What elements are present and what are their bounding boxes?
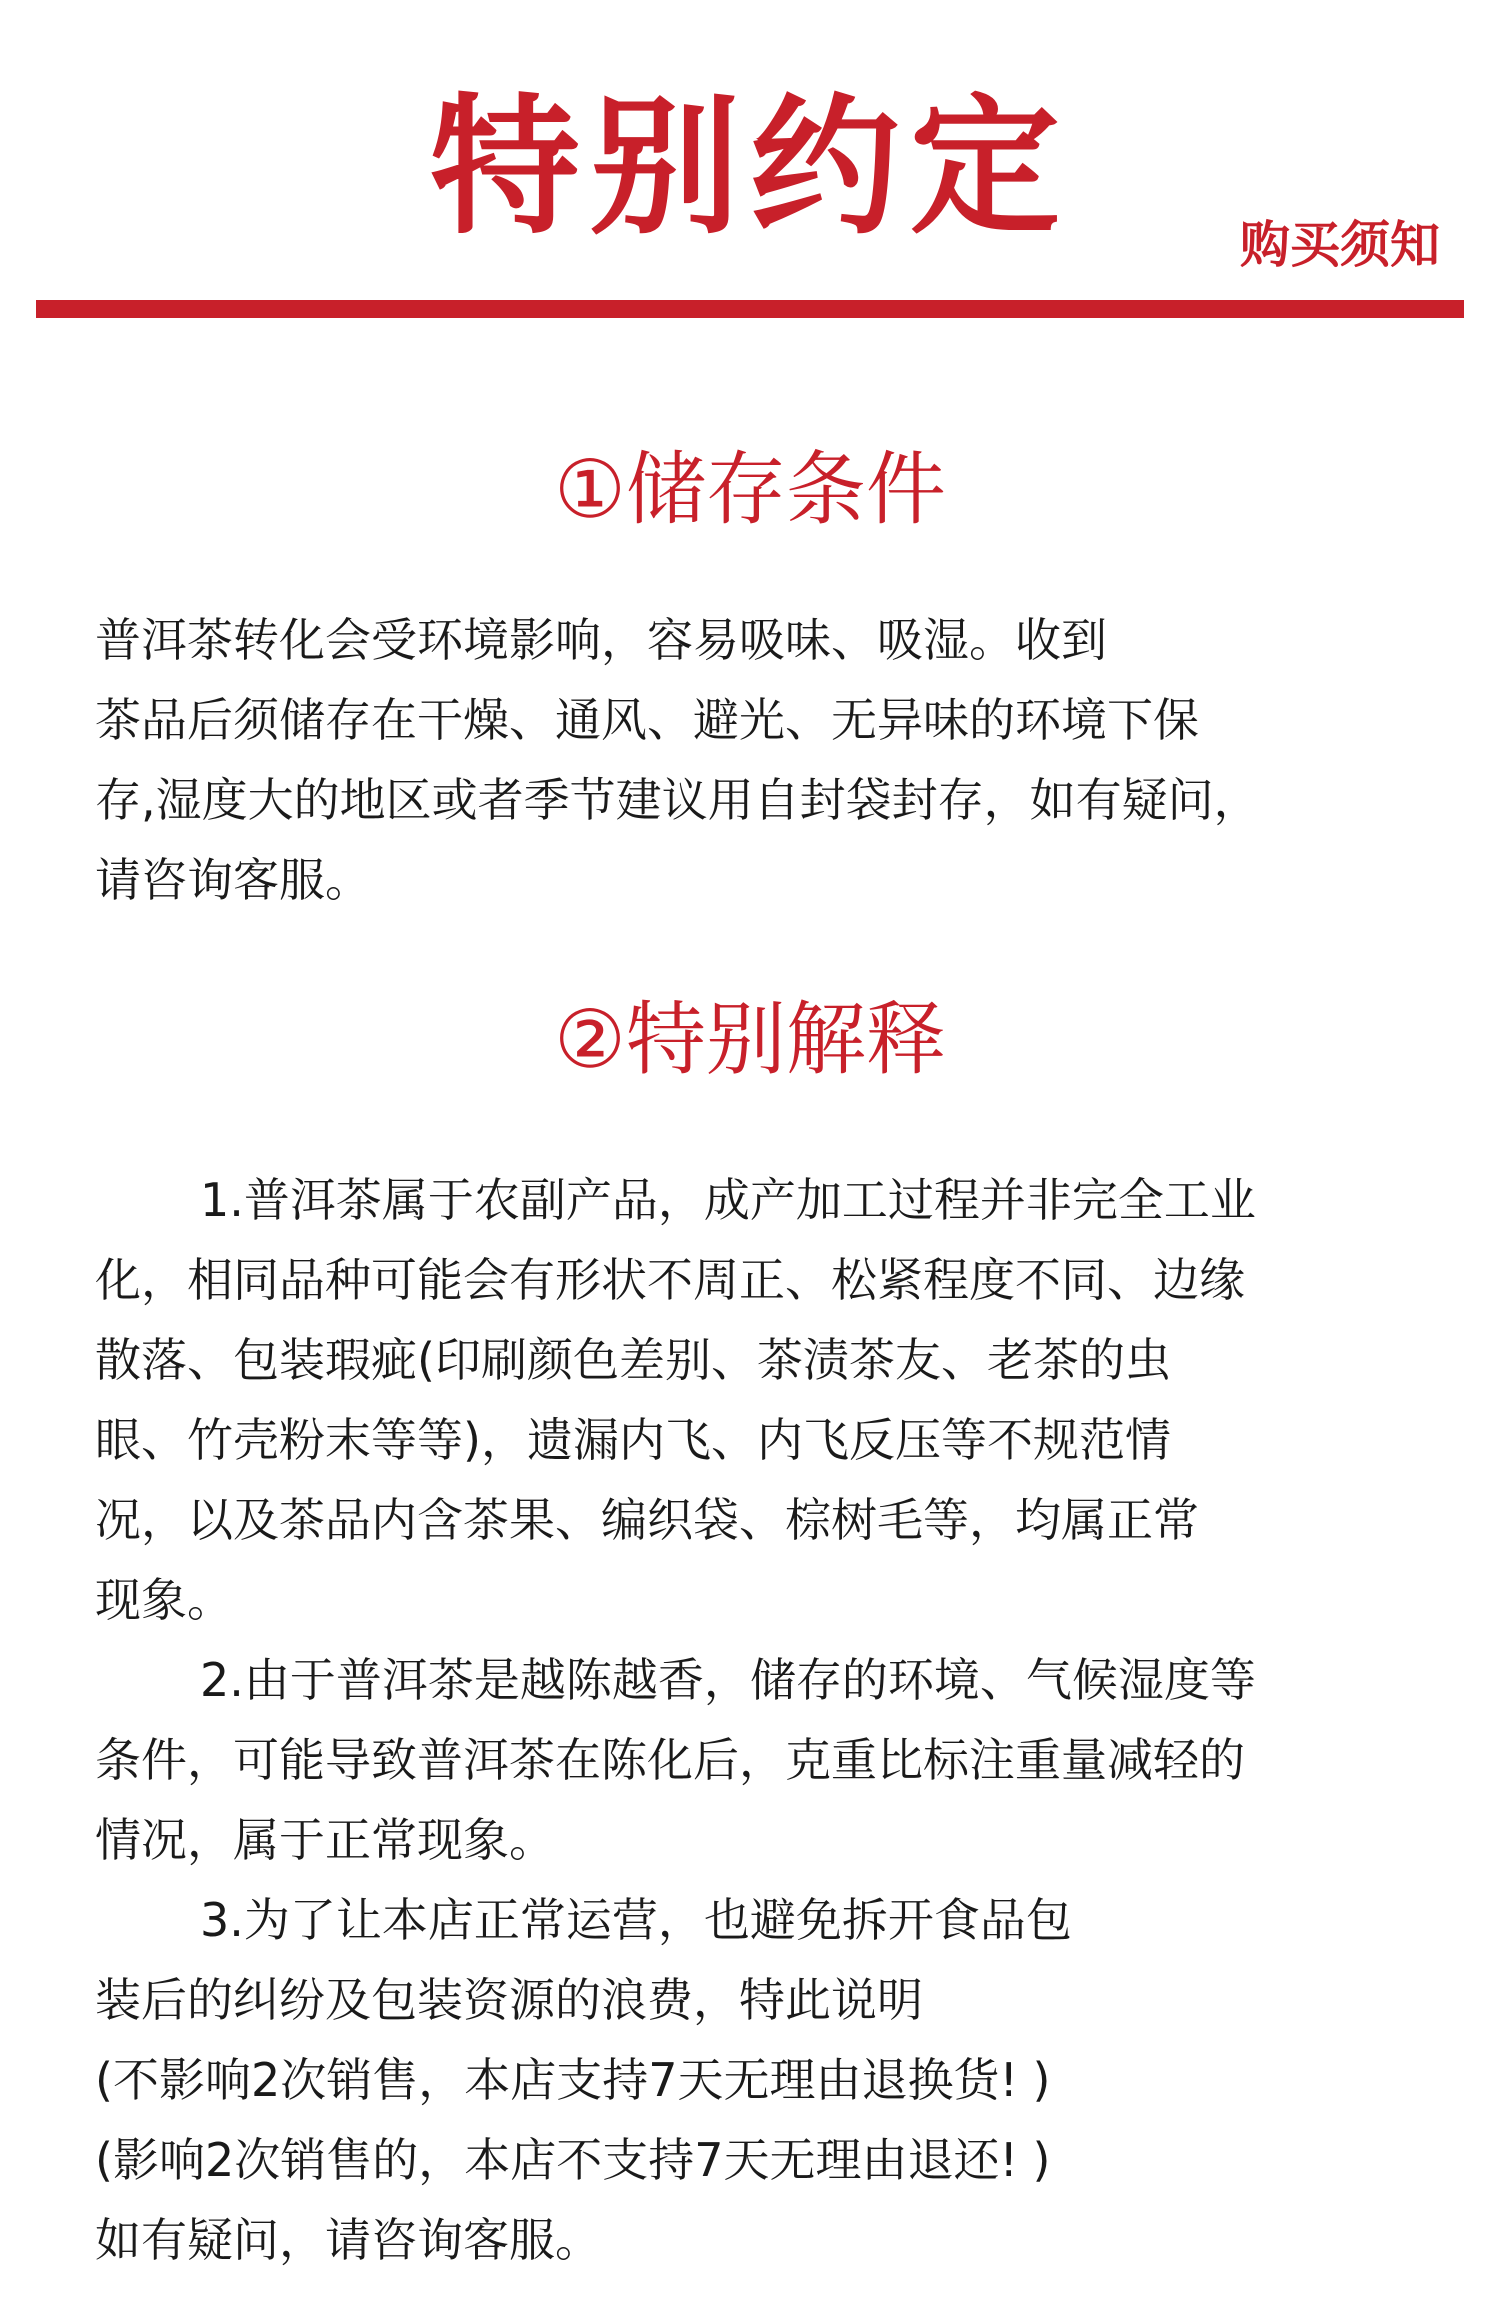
section-heading-explanation: ②特别解释 <box>554 993 946 1086</box>
item-2-line: 条件，可能导致普洱茶在陈化后，克重比标注重量减轻的 <box>95 1733 1245 1787</box>
storage-paragraph <box>95 600 1435 920</box>
paragraph-line: 请咨询客服。 <box>95 853 371 907</box>
paragraph-line: 茶品后须储存在干燥、通风、避光、无异味的环境下保 <box>95 693 1199 747</box>
item-1-line: 眼、竹壳粉末等等)，遗漏内飞、内飞反压等不规范情 <box>95 1413 1171 1467</box>
item-3-line: 3.为了让本店正常运营，也避免拆开食品包 <box>200 1893 1072 1947</box>
item-3-line: 装后的纠纷及包装资源的浪费，特此说明 <box>95 1973 923 2027</box>
paragraph-line: 普洱茶转化会受环境影响，容易吸味、吸湿。收到 <box>95 613 1107 667</box>
item-3-line: (影响2次销售的，本店不支持7天无理由退还! ) <box>95 2133 1051 2187</box>
item-3-line: (不影响2次销售，本店支持7天无理由退换货! ) <box>95 2053 1051 2107</box>
item-3-line: 如有疑问，请咨询客服。 <box>95 2213 601 2267</box>
paragraph-line: 存,湿度大的地区或者季节建议用自封袋封存，如有疑问， <box>95 773 1260 827</box>
item-1-line: 1.普洱茶属于农副产品，成产加工过程并非完全工业 <box>200 1173 1256 1227</box>
header-divider <box>36 300 1464 318</box>
page-title: 特别约定 <box>429 81 1070 255</box>
explanation-paragraph <box>95 1160 1435 2280</box>
purchase-notice-label: 购买须知 <box>1240 216 1440 274</box>
item-2-line: 情况，属于正常现象。 <box>95 1813 555 1867</box>
item-1-line: 现象。 <box>95 1573 233 1627</box>
section-heading-storage: ①储存条件 <box>554 443 946 536</box>
item-1-line: 化，相同品种可能会有形状不周正、松紧程度不同、边缘 <box>95 1253 1245 1307</box>
item-1-line: 况，以及茶品内含茶果、编织袋、棕树毛等，均属正常 <box>95 1493 1199 1547</box>
item-2-line: 2.由于普洱茶是越陈越香，储存的环境、气候湿度等 <box>200 1653 1256 1707</box>
item-1-line: 散落、包装瑕疵(印刷颜色差别、茶渍茶友、老茶的虫 <box>95 1333 1171 1387</box>
